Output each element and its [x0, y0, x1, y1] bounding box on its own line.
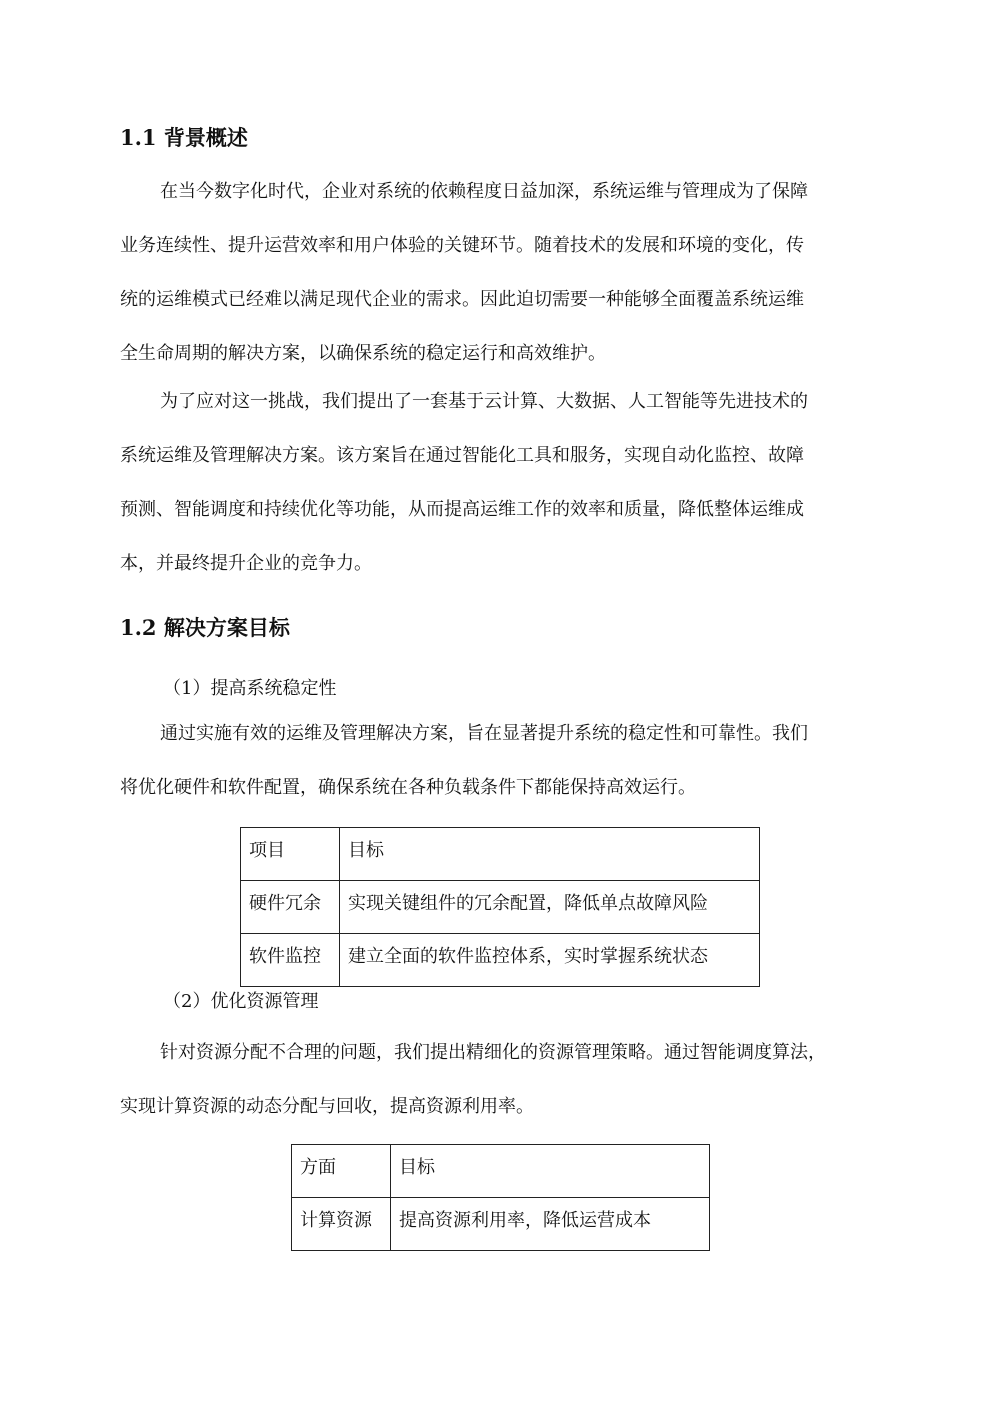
paragraph-line: 针对资源分配不合理的问题，我们提出精细化的资源管理策略。通过智能调度算法，	[160, 1042, 826, 1063]
paragraph-line: 本，并最终提升企业的竞争力。	[120, 553, 372, 574]
paragraph-line: 全生命周期的解决方案，以确保系统的稳定运行和高效维护。	[120, 343, 606, 364]
paragraph-background-1	[120, 165, 884, 381]
table-header-row	[292, 1145, 710, 1198]
table-row	[241, 934, 760, 987]
paragraph-line: 系统运维及管理解决方案。该方案旨在通过智能化工具和服务，实现自动化监控、故障	[120, 445, 804, 466]
paragraph-line: 为了应对这一挑战，我们提出了一套基于云计算、大数据、人工智能等先进技术的	[160, 391, 808, 412]
table-header-cell: 目标	[391, 1145, 710, 1198]
paragraph-line: 在当今数字化时代，企业对系统的依赖程度日益加深，系统运维与管理成为了保障	[160, 181, 808, 202]
paragraph-line: 将优化硬件和软件配置，确保系统在各种负载条件下都能保持高效运行。	[120, 777, 696, 798]
paragraph-stability	[120, 707, 884, 815]
table-header-cell: 目标	[340, 828, 760, 881]
table-cell: 硬件冗余	[241, 881, 340, 934]
stability-goals-table	[240, 827, 760, 987]
table-row	[292, 1198, 710, 1251]
table-cell: 软件监控	[241, 934, 340, 987]
section-heading-background: 1.1 背景概述	[120, 125, 248, 150]
table-header-cell: 方面	[292, 1145, 391, 1198]
goal-title-stability: （1）提高系统稳定性	[163, 678, 337, 699]
table-header-cell: 项目	[241, 828, 340, 881]
resource-goals-table	[291, 1144, 710, 1251]
paragraph-line: 实现计算资源的动态分配与回收，提高资源利用率。	[120, 1096, 534, 1117]
goal-title-resources: （2）优化资源管理	[163, 991, 319, 1012]
table-cell: 实现关键组件的冗余配置，降低单点故障风险	[340, 881, 760, 934]
paragraph-line: 预测、智能调度和持续优化等功能，从而提高运维工作的效率和质量，降低整体运维成	[120, 499, 804, 520]
section-heading-goals: 1.2 解决方案目标	[120, 615, 290, 640]
paragraph-line: 业务连续性、提升运营效率和用户体验的关键环节。随着技术的发展和环境的变化，传	[120, 235, 804, 256]
table-header-row	[241, 828, 760, 881]
paragraph-background-2	[120, 375, 884, 591]
paragraph-line: 统的运维模式已经难以满足现代企业的需求。因此迫切需要一种能够全面覆盖系统运维	[120, 289, 804, 310]
table-cell: 提高资源利用率，降低运营成本	[391, 1198, 710, 1251]
table-cell: 建立全面的软件监控体系，实时掌握系统状态	[340, 934, 760, 987]
paragraph-line: 通过实施有效的运维及管理解决方案，旨在显著提升系统的稳定性和可靠性。我们	[160, 723, 808, 744]
table-cell: 计算资源	[292, 1198, 391, 1251]
table-row	[241, 881, 760, 934]
paragraph-resources	[120, 1026, 884, 1134]
